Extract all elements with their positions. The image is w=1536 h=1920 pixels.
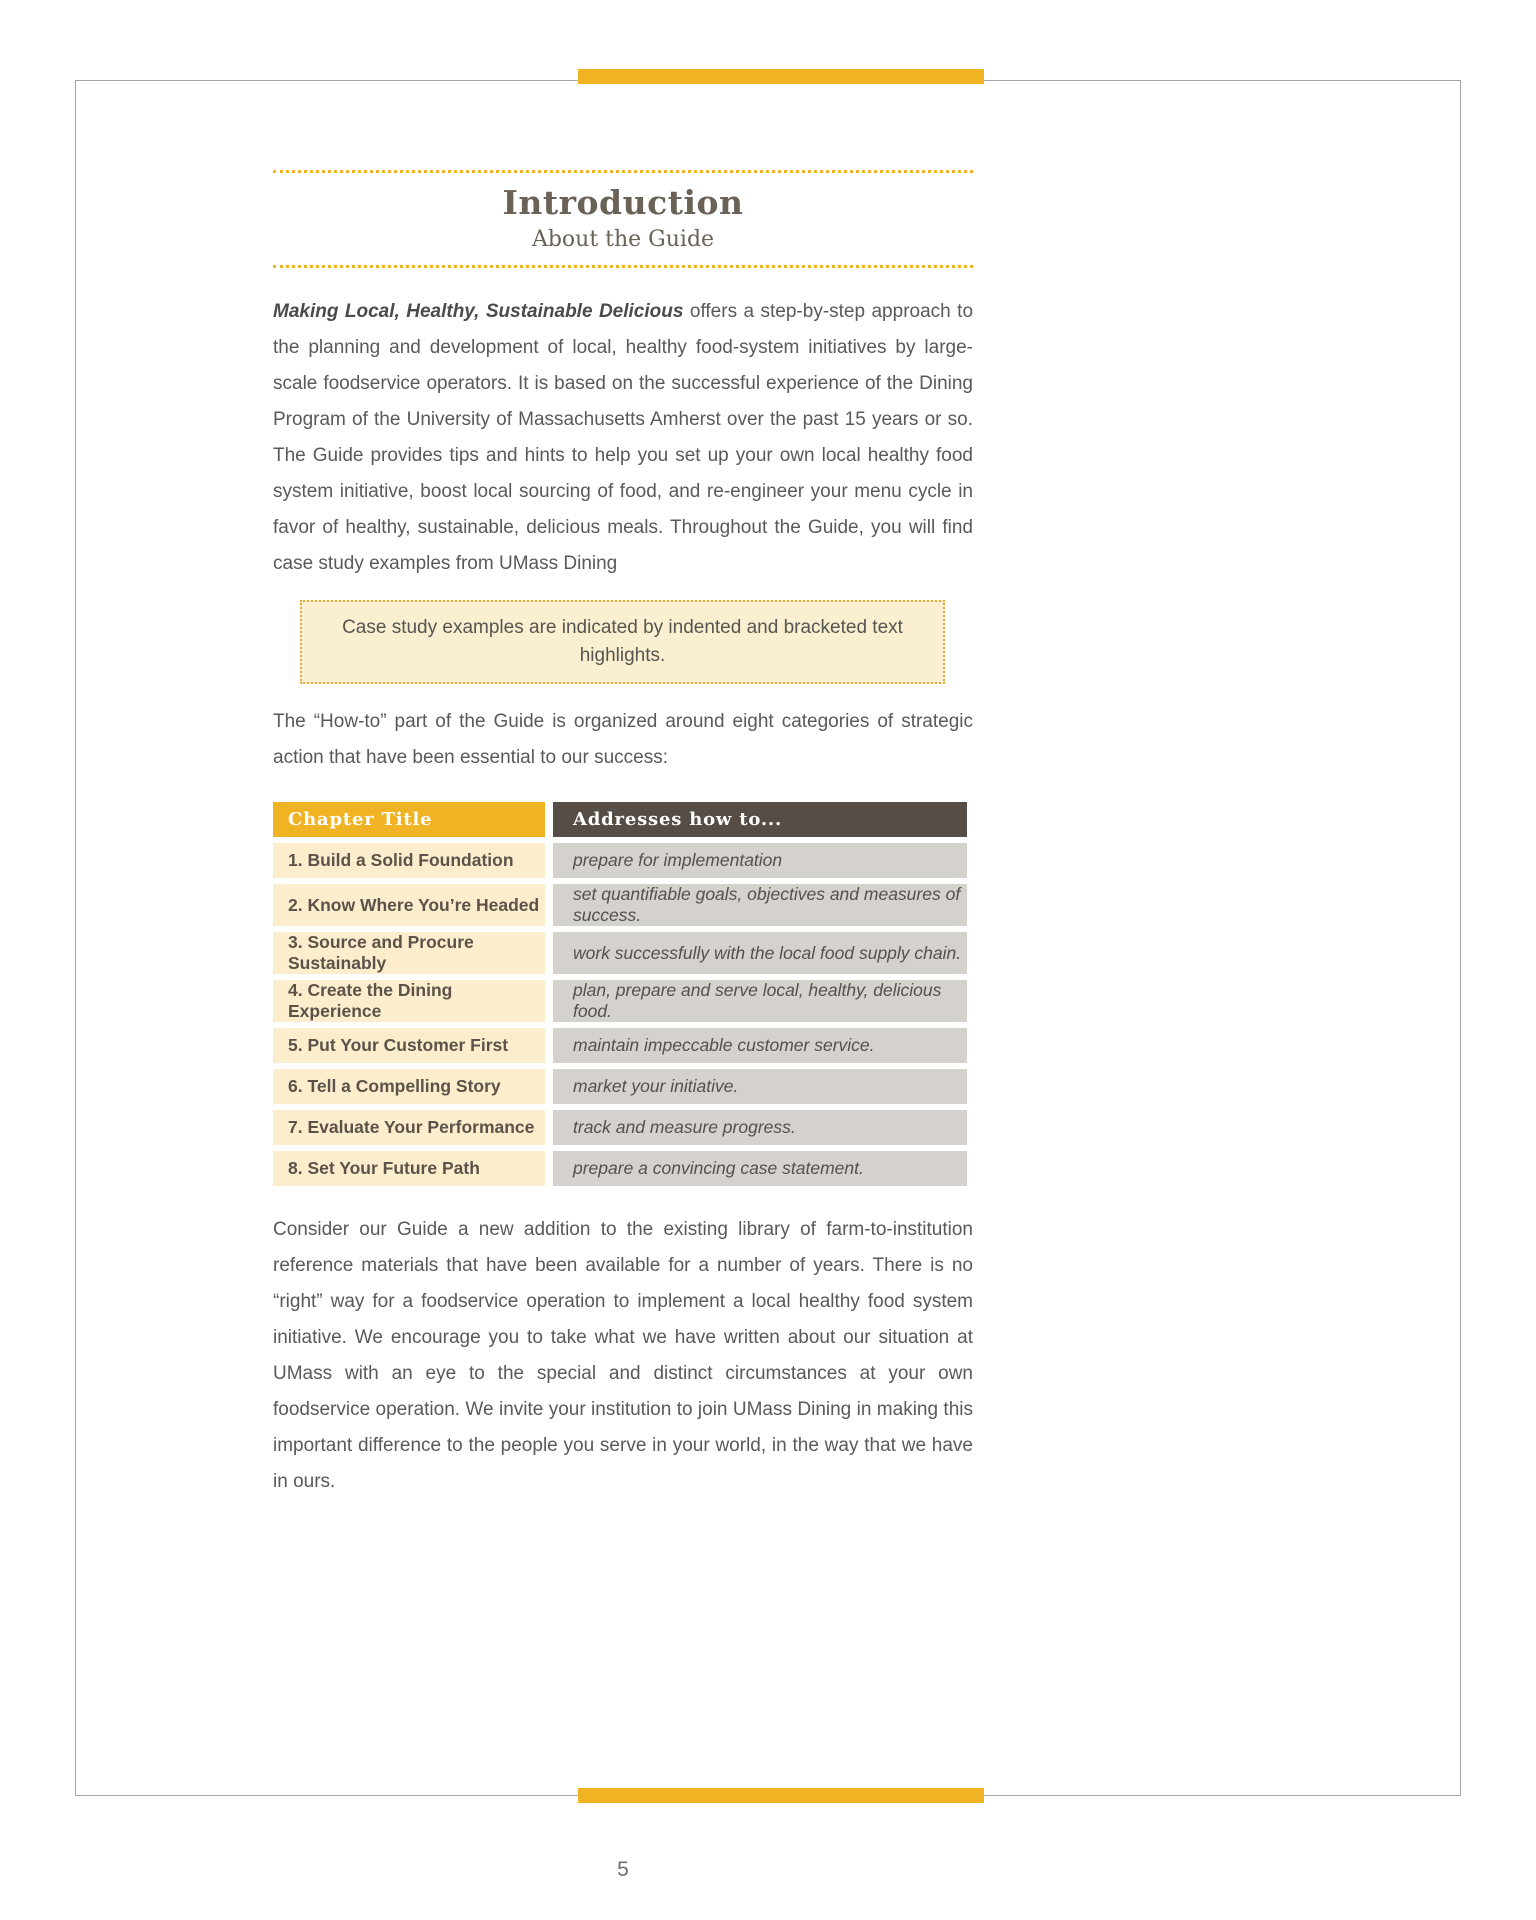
intro-text: offers a step-by-step approach to the planning and development of local, healthy food-system initiatives by large-scale foodservice operators. It is based on the successful experience of the Dining Program of the University of Massachusetts Amherst over the past 15 years or so. The Guide provides tips and hints to help you set up your own local healthy food system initiative, boost local sourcing of food, and re-engineer your menu cycle in favor of healthy, sustainable, delicious meals. Throughout the Guide, you will find case study examples from UMass Dining	[273, 301, 974, 574]
chapter-cell: 1. Build a Solid Foundation	[273, 843, 545, 878]
page-title: Introduction	[502, 183, 744, 222]
page-subtitle: About the Guide	[531, 227, 715, 252]
table-header-chapter-title: Chapter Title	[273, 802, 545, 837]
page-content	[273, 170, 973, 1500]
chapter-cell: 5. Put Your Customer First	[273, 1028, 545, 1063]
intro-paragraph	[273, 294, 973, 582]
how-cell: prepare for implementation	[553, 843, 967, 878]
chapter-cell: 6. Tell a Compelling Story	[273, 1069, 545, 1104]
case-study-callout	[300, 600, 945, 684]
page-number: 5	[617, 1858, 629, 1881]
intro-lead-title: Making Local, Healthy, Sustainable Delicious	[273, 301, 684, 322]
chapter-cell: 8. Set Your Future Path	[273, 1151, 545, 1186]
how-cell: market your initiative.	[553, 1069, 967, 1104]
how-cell: set quantifiable goals, objectives and measures of success.	[553, 884, 967, 926]
chapter-table	[273, 802, 969, 1186]
how-cell: plan, prepare and serve local, healthy, delicious food.	[553, 980, 967, 1022]
closing-paragraph: Consider our Guide a new addition to the existing library of farm-to-institution reference materials that have been available for a number of years. There is no “right” way for a foodservice operation to implement a local healthy food system initiative. We encourage you to take what we have written about our situation at UMass with an eye to the special and distinct circumstances at your own foodservice operation. We invite your institution to join UMass Dining in making this important difference to the people you serve in your world, in the way that we have in ours.	[273, 1219, 973, 1492]
how-cell: maintain impeccable customer service.	[553, 1028, 967, 1063]
callout-text: Case study examples are indicated by indented and bracketed text highlights.	[342, 617, 903, 666]
chapter-cell: 2. Know Where You’re Headed	[273, 884, 545, 926]
how-cell: work successfully with the local food supply chain.	[553, 932, 967, 974]
dotted-divider-bottom	[273, 265, 973, 268]
chapter-cell: 7. Evaluate Your Performance	[273, 1110, 545, 1145]
top-accent-bar	[578, 69, 984, 84]
how-cell: prepare a convincing case statement.	[553, 1151, 967, 1186]
chapter-cell: 4. Create the Dining Experience	[273, 980, 545, 1022]
dotted-divider-top	[273, 170, 973, 173]
how-to-paragraph: The “How-to” part of the Guide is organized around eight categories of strategic action that have been essential to our success:	[273, 711, 973, 768]
table-header-addresses: Addresses how to...	[553, 802, 967, 837]
how-cell: track and measure progress.	[553, 1110, 967, 1145]
chapter-cell: 3. Source and Procure Sustainably	[273, 932, 545, 974]
bottom-accent-bar	[578, 1788, 984, 1803]
